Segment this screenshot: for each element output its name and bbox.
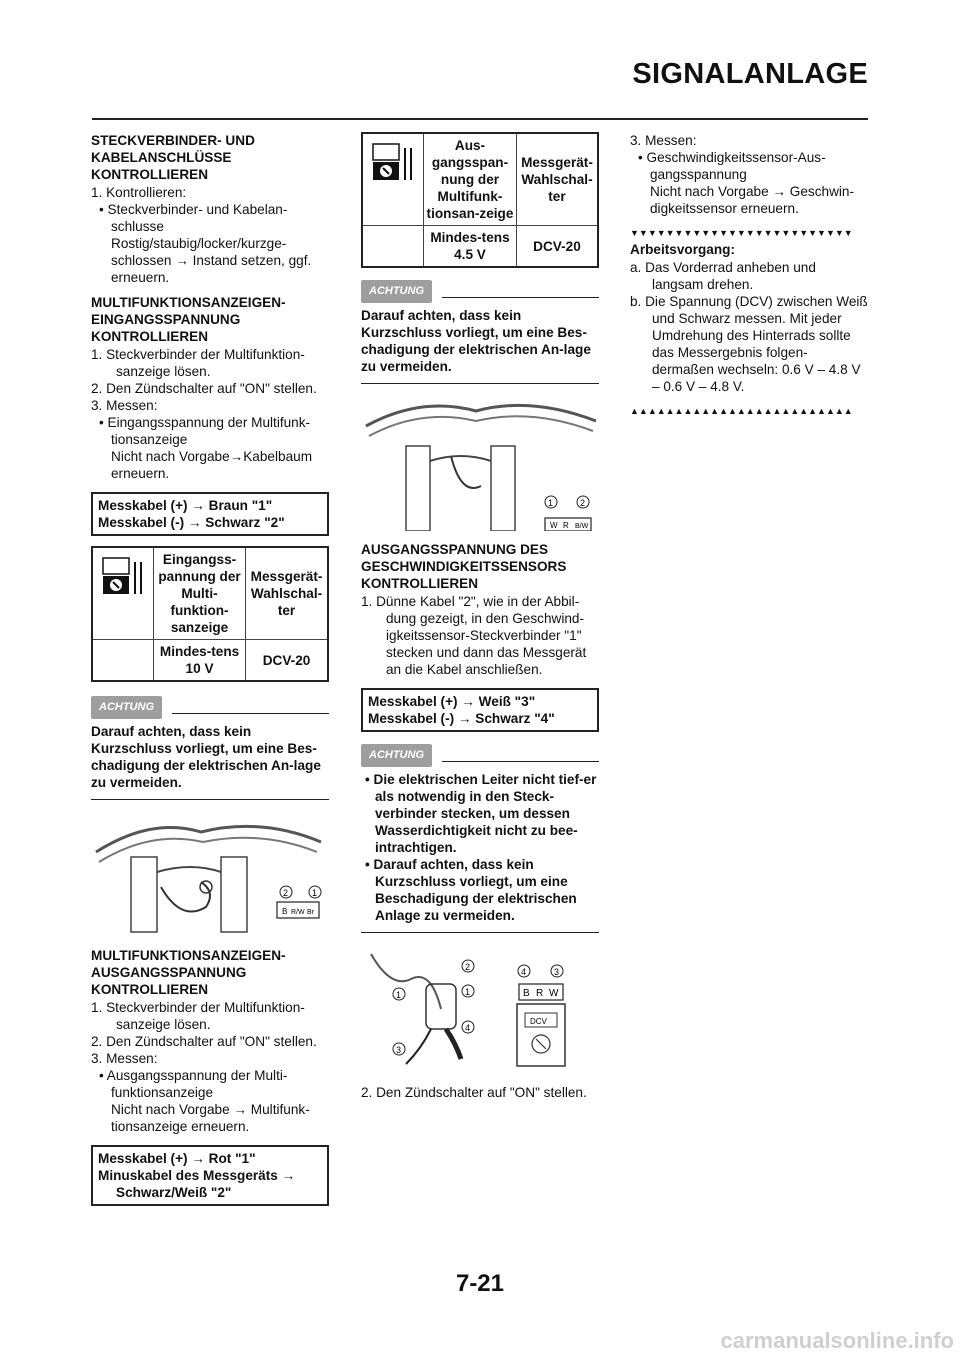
caution-header: [361, 280, 599, 303]
divider: [442, 761, 599, 763]
step: 2. Den Zündschalter auf "ON" stellen.: [361, 1085, 587, 1100]
caution-badge: ACHTUNG: [91, 696, 162, 719]
figure-probe-connection: [361, 949, 599, 1078]
table-cell: Mindes-tens 4.5 V: [424, 226, 517, 268]
callout-number: 1: [465, 987, 471, 997]
page-number: 7-21: [455, 1270, 505, 1297]
step: 1. Dünne Kabel "2", wie in der Abbil-dung gezeigt, in den Geschwind-igkeitssensor-Steckverbinder "1" stecken und dann das Messgerät an die Kabel anschließen.: [361, 594, 587, 677]
meter-cell: [92, 547, 154, 640]
caution-text: Darauf achten, dass kein Kurzschluss vorliegt, um eine Bes-chadigung der elektrischen An-lage zu vermeiden.: [91, 723, 329, 800]
spec-table: [91, 546, 329, 682]
spec-line: Nicht nach Vorgabe → Multifunk-tionsanzeige erneuern.: [111, 1102, 310, 1134]
column-3: [630, 132, 868, 417]
table-header: Aus-gangsspan-nung der Multifunk-tionsan-zeige: [424, 133, 517, 226]
caution-header: [361, 744, 599, 767]
spec-line: Nicht nach Vorgabe → Geschwin-digkeitssensor erneuern.: [650, 184, 855, 216]
caution-bullet: • Die elektrischen Leiter nicht tief-er als notwendig in den Steck-verbinder stecken, um dessen Wasserdichtigkeit nicht zu bee-intrachtigen.: [365, 772, 597, 855]
callout-number: 3: [396, 1045, 402, 1055]
table-cell: Mindes-tens 10 V: [154, 640, 246, 682]
caution-bullet: • Darauf achten, dass kein Kurzschluss vorliegt, um eine Beschadigung der elektrischen Anlage zu vermeiden.: [365, 857, 577, 923]
wire-code: B: [523, 988, 530, 999]
wire-code: W: [550, 521, 558, 530]
handlebar-wiring-illustration: [91, 812, 329, 937]
figure-speed-sensor-connector: [361, 396, 599, 535]
figure-multifunction-input: [91, 812, 329, 941]
caution-text: Darauf achten, dass kein Kurzschluss vorliegt, um eine Bes-chadigung der elektrischen An-lage zu vermeiden.: [361, 307, 599, 384]
probe-line: Messkabel (+) → Braun "1": [98, 498, 273, 513]
caution-header: [91, 696, 329, 719]
callout-number: 4: [465, 1023, 471, 1033]
procedure-end-marker: ▲▲▲▲▲▲▲▲▲▲▲▲▲▲▲▲▲▲▲▲▲▲▲▲▲: [630, 406, 853, 416]
callout-number: 1: [312, 888, 318, 898]
callout-number: 3: [554, 967, 560, 977]
spec-line: Nicht nach Vorgabe→Kabelbaum erneuern.: [111, 449, 313, 481]
step: 2. Den Zündschalter auf "ON" stellen.: [91, 381, 317, 396]
divider: [442, 297, 599, 299]
header-rule: [92, 118, 868, 120]
table-cell: DCV-20: [516, 226, 598, 268]
spec-line: Rostig/staubig/locker/kurzge-schlossen → Instand setzen, ggf. erneuern.: [111, 236, 312, 285]
procedure-start-marker: ▼▼▼▼▼▼▼▼▼▼▼▼▼▼▼▼▼▼▼▼▼▼▼▼▼: [630, 228, 853, 238]
multimeter-icon: [101, 556, 145, 598]
callout-number: 2: [465, 962, 471, 972]
probe-line: Minuskabel des Messgeräts →: [98, 1168, 296, 1183]
section-title: MULTIFUNKTIONSANZEIGEN-EINGANGSSPANNUNG KONTROLLIEREN: [91, 295, 286, 344]
spec-table: [361, 132, 599, 268]
step: 1. Kontrollieren:: [91, 185, 187, 200]
table-header: Messgerät-Wahlschal-ter: [246, 547, 328, 640]
step: 2. Den Zündschalter auf "ON" stellen.: [91, 1034, 317, 1049]
step: 3. Messen:: [630, 133, 697, 148]
step: 1. Steckverbinder der Multifunktion-sanzeige lösen.: [91, 347, 305, 379]
divider: [172, 713, 329, 715]
procedure-title: Arbeitsvorgang:: [630, 242, 735, 257]
probe-line: Messkabel (-) → Schwarz "2": [98, 515, 285, 530]
meter-cell: [362, 133, 424, 226]
bullet: • Ausgangsspannung der Multi-funktionsanzeige: [99, 1068, 288, 1100]
handlebar-wiring-illustration: [361, 396, 599, 531]
column-2: [361, 132, 599, 1101]
wire-code: B/W: [575, 523, 589, 530]
column-1: [91, 132, 329, 1206]
wire-code: R/W: [291, 909, 305, 916]
wire-code: W: [549, 988, 559, 999]
table-cell: [92, 640, 154, 682]
procedure-step: a. Das Vorderrad anheben und langsam drehen.: [630, 260, 816, 292]
table-cell: DCV-20: [246, 640, 328, 682]
probe-box: [91, 492, 329, 536]
probe-line: Messkabel (-) → Schwarz "4": [368, 711, 555, 726]
callout-number: 1: [548, 498, 554, 508]
page-title: SIGNALANLAGE: [632, 58, 868, 90]
table-header: Messgerät-Wahlschal-ter: [516, 133, 598, 226]
bullet: • Eingangsspannung der Multifunk-tionsanzeige: [99, 415, 311, 447]
multimeter-icon: [371, 142, 415, 184]
wire-code: R: [536, 988, 544, 999]
probe-box: [361, 688, 599, 732]
watermark: carmanualsonline.info: [720, 1328, 954, 1353]
probe-box: [91, 1145, 329, 1206]
probe-line: Messkabel (+) → Rot "1": [98, 1151, 256, 1166]
section-title: STECKVERBINDER- UND KABELANSCHLÜSSE KONTROLLIEREN: [91, 133, 255, 182]
wire-code: R: [563, 521, 569, 530]
section-title: AUSGANGSSPANNUNG DES GESCHWINDIGKEITSSENSORS KONTROLLIEREN: [361, 542, 567, 591]
callout-number: 1: [396, 990, 402, 1000]
table-cell: [362, 226, 424, 268]
bullet: • Steckverbinder- und Kabelan-schlusse: [99, 202, 288, 234]
caution-badge: ACHTUNG: [361, 280, 432, 303]
probe-line: Schwarz/Weiß "2": [116, 1185, 232, 1200]
step: 3. Messen:: [91, 1051, 158, 1066]
probe-connection-illustration: [361, 949, 599, 1074]
probe-line: Messkabel (+) → Weiß "3": [368, 694, 536, 709]
bullet: • Geschwindigkeitssensor-Aus-gangsspannung: [638, 150, 826, 182]
section-title: MULTIFUNKTIONSANZEIGEN-AUSGANGSSPANNUNG KONTROLLIEREN: [91, 948, 286, 997]
callout-number: 2: [580, 498, 586, 508]
callout-number: 4: [521, 967, 527, 977]
procedure-step: b. Die Spannung (DCV) zwischen Weiß und Schwarz messen. Mit jeder Umdrehung des Hinterrads sollte das Messergebnis folgen-dermaßen wechseln: 0.6 V – 4.8 V – 0.6 V – 4.8 V.: [630, 294, 868, 394]
wire-code: Br: [307, 909, 314, 916]
caution-badge: ACHTUNG: [361, 744, 432, 767]
caution-text: [361, 771, 599, 933]
step: 1. Steckverbinder der Multifunktion-sanzeige lösen.: [91, 1000, 305, 1032]
wire-code: B: [282, 907, 288, 916]
meter-display: DCV: [530, 1017, 547, 1026]
callout-number: 2: [283, 888, 289, 898]
table-header: Eingangss-pannung der Multi-funktion-sanzeige: [154, 547, 246, 640]
step: 3. Messen:: [91, 398, 158, 413]
